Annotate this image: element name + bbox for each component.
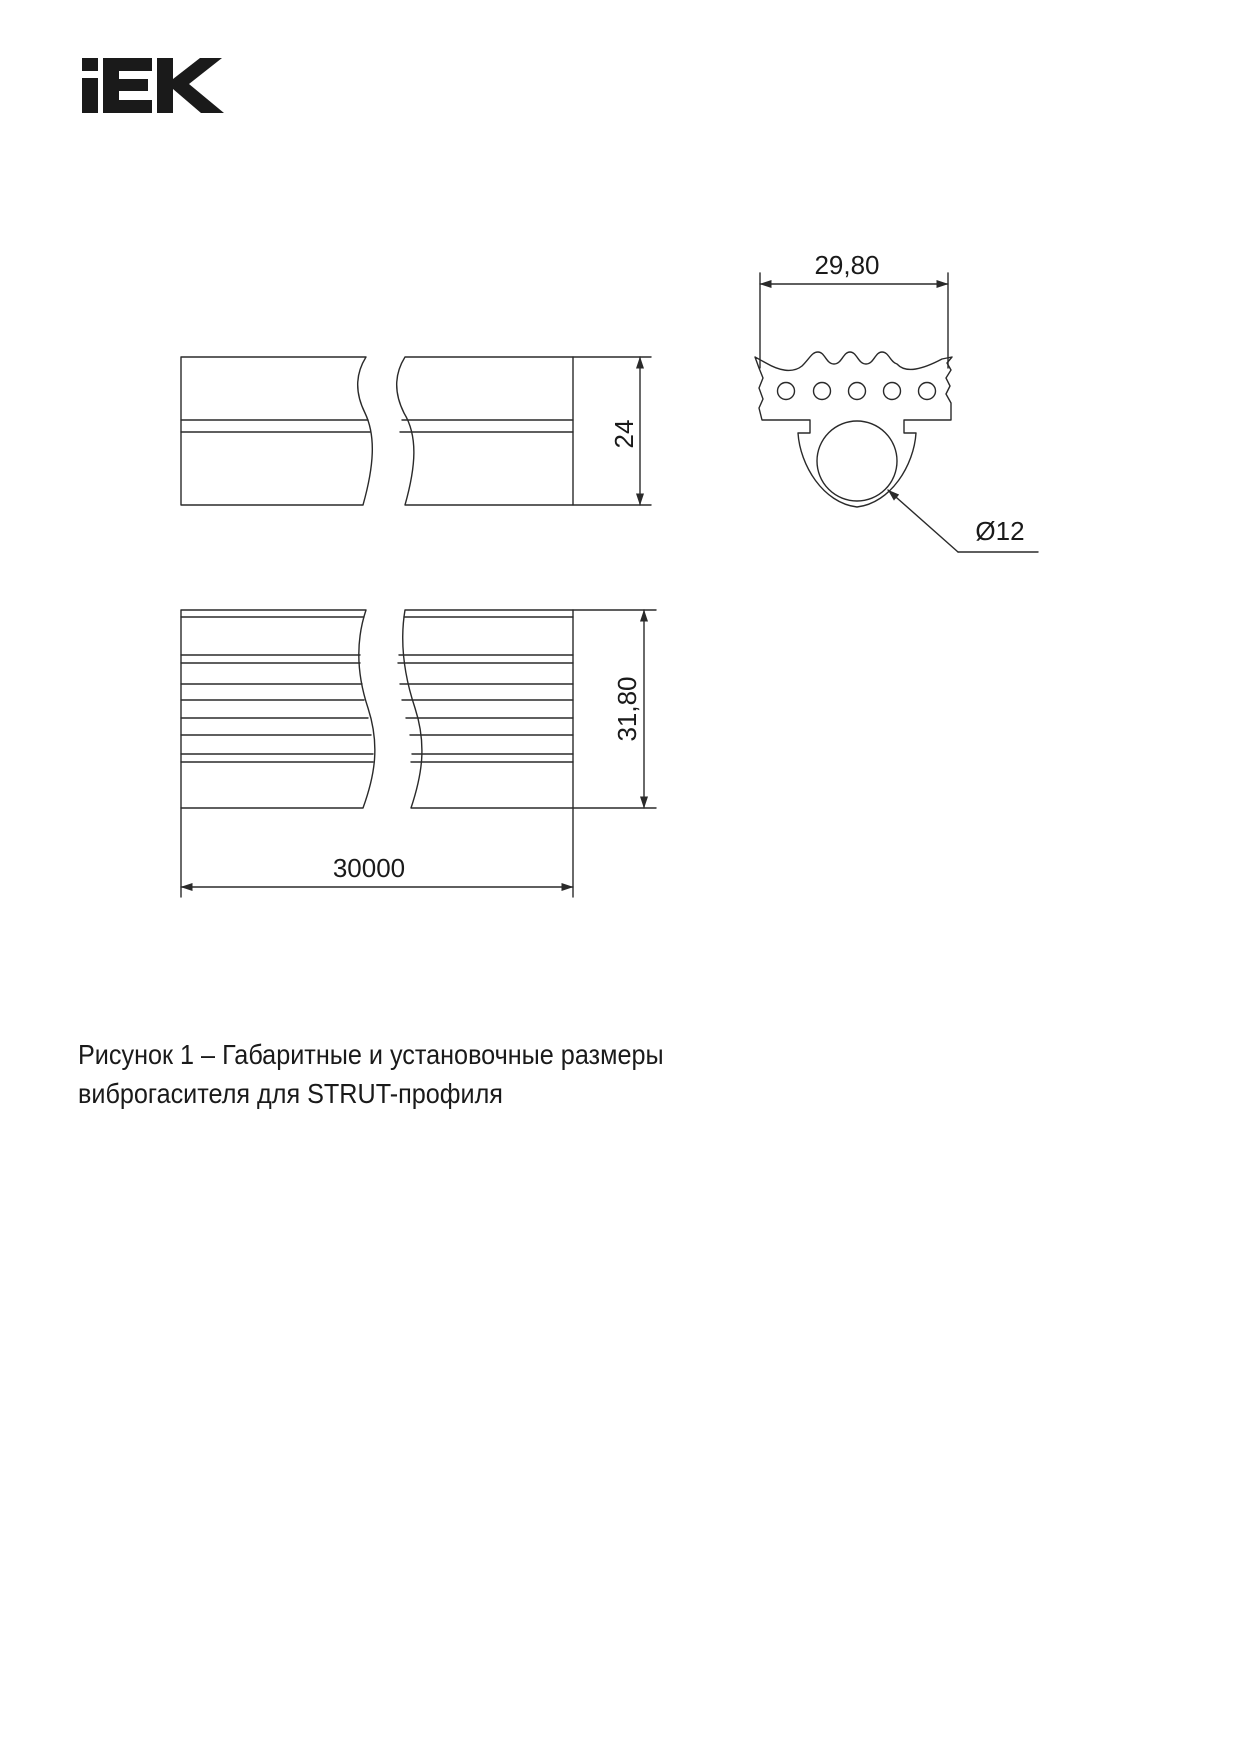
dimension-diameter-label: Ø12 bbox=[975, 516, 1025, 546]
side-view-body bbox=[181, 357, 573, 505]
iek-logo bbox=[82, 58, 224, 113]
figure-caption-line-1: Рисунок 1 – Габаритные и установочные размеры bbox=[78, 1039, 664, 1070]
figure-caption-line-2: виброгасителя для STRUT-профиля bbox=[78, 1078, 503, 1109]
dimension-31-80-label: 31,80 bbox=[612, 676, 642, 742]
dimension-24-label: 24 bbox=[609, 419, 639, 449]
dimension-30000-label: 30000 bbox=[332, 853, 406, 883]
front-view-body bbox=[181, 610, 573, 808]
figure-caption bbox=[78, 1035, 798, 1113]
cross-section-profile bbox=[755, 352, 952, 507]
dimension-29-80-label: 29,80 bbox=[814, 250, 880, 280]
